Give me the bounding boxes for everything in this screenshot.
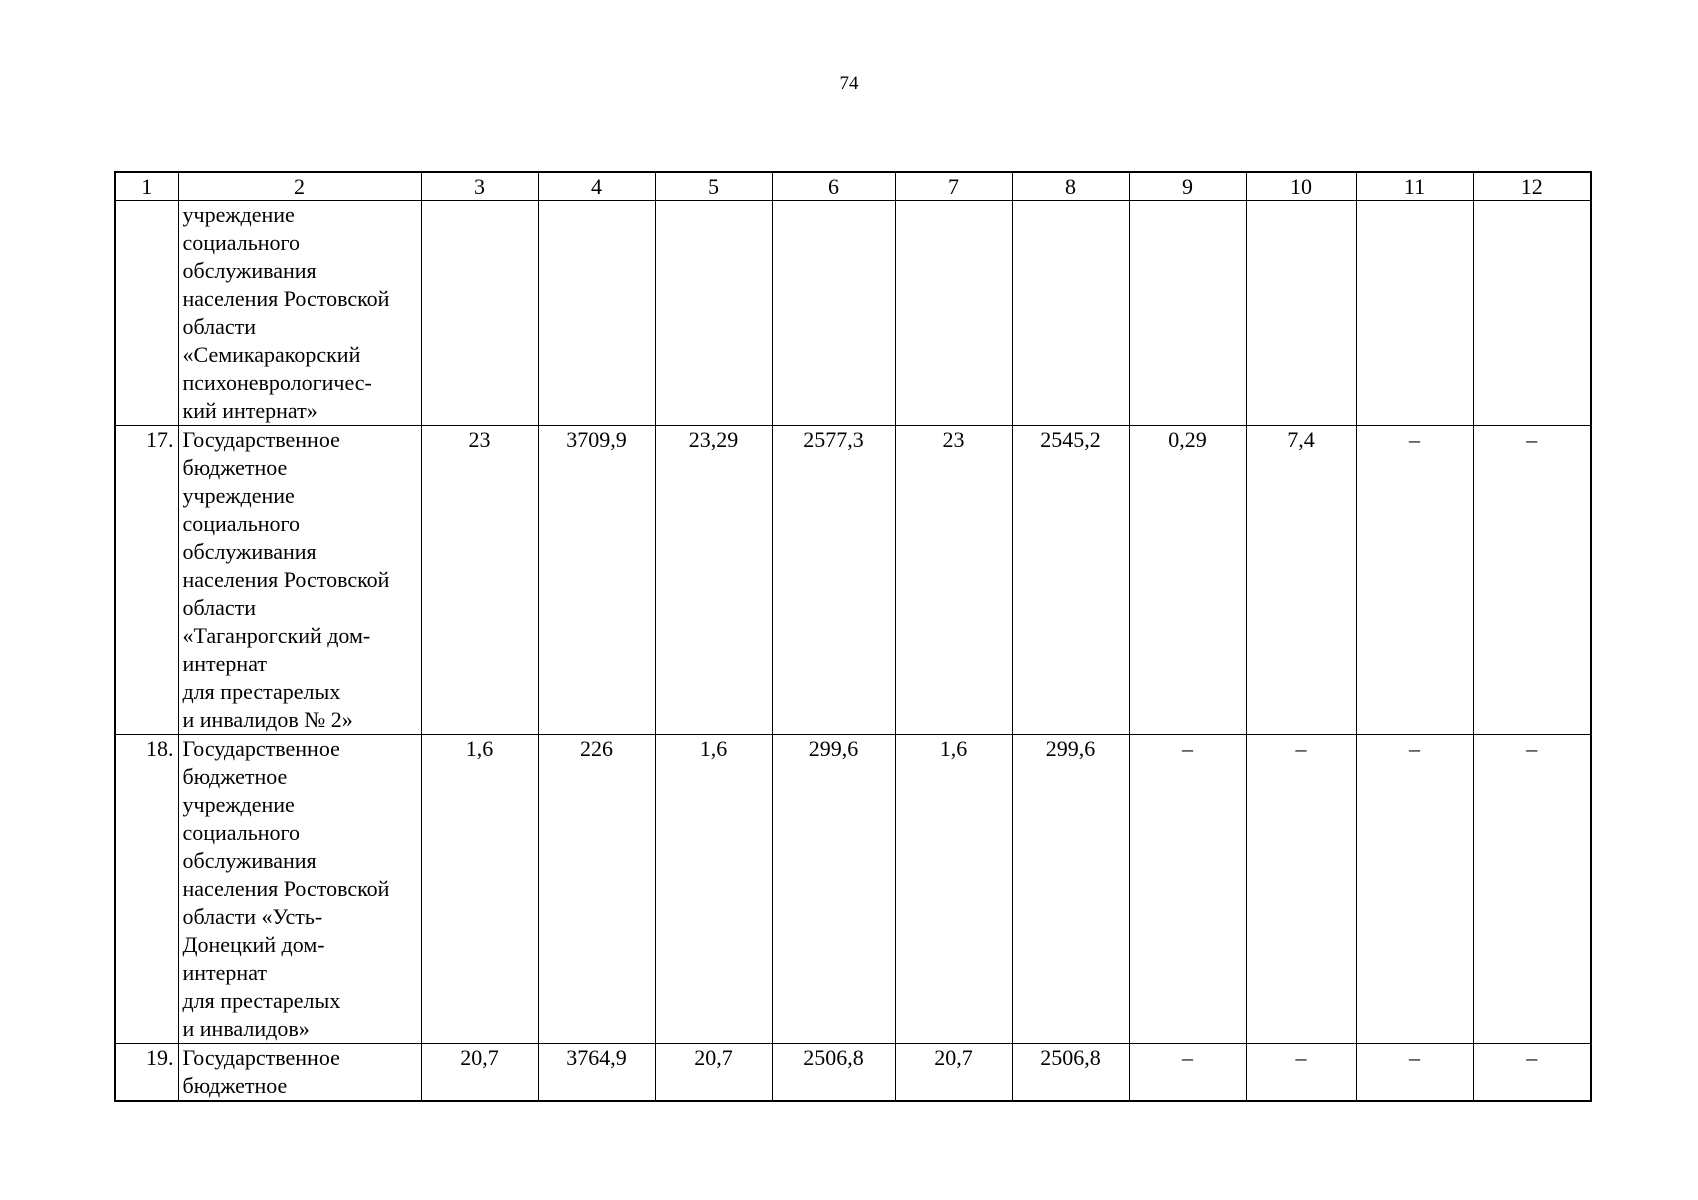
header-cell-6: 6 bbox=[772, 172, 895, 201]
institution-name-line: социального bbox=[182, 820, 301, 845]
row-index-cell: 19. bbox=[115, 1044, 178, 1102]
value-cell-col-9: 0,29 bbox=[1129, 426, 1246, 735]
value-cell-col-6: 2577,3 bbox=[772, 426, 895, 735]
header-row bbox=[115, 172, 1591, 201]
value-cell-col-10: – bbox=[1246, 1044, 1356, 1102]
institution-name-line: и инвалидов» bbox=[182, 1016, 310, 1041]
institution-name-line: бюджетное bbox=[182, 455, 288, 480]
institution-name-line: области bbox=[182, 314, 257, 339]
value-cell-col-4 bbox=[538, 201, 655, 426]
header-cell-11: 11 bbox=[1356, 172, 1473, 201]
table-row bbox=[115, 1044, 1591, 1102]
data-table bbox=[114, 171, 1592, 1102]
value-cell-col-3: 1,6 bbox=[421, 735, 538, 1044]
value-cell-col-11: – bbox=[1356, 1044, 1473, 1102]
institution-name-line: учреждение bbox=[182, 483, 295, 508]
institution-name-cell bbox=[178, 1044, 421, 1102]
institution-name-line: населения Ростовской bbox=[182, 286, 390, 311]
value-cell-col-12 bbox=[1473, 201, 1591, 426]
value-cell-col-12: – bbox=[1473, 735, 1591, 1044]
institution-name-line: Государственное bbox=[182, 427, 340, 452]
institution-name-line: социального bbox=[182, 230, 301, 255]
header-cell-12: 12 bbox=[1473, 172, 1591, 201]
value-cell-col-10: 7,4 bbox=[1246, 426, 1356, 735]
header-cell-10: 10 bbox=[1246, 172, 1356, 201]
institution-name-line: и инвалидов № 2» bbox=[182, 707, 353, 732]
institution-name-line: области «Усть- bbox=[182, 904, 323, 929]
table-row bbox=[115, 735, 1591, 1044]
value-cell-col-8 bbox=[1012, 201, 1129, 426]
value-cell-col-5: 23,29 bbox=[655, 426, 772, 735]
institution-name-line: интернат bbox=[182, 651, 268, 676]
value-cell-col-5: 20,7 bbox=[655, 1044, 772, 1102]
value-cell-col-4: 3764,9 bbox=[538, 1044, 655, 1102]
table-row bbox=[115, 201, 1591, 426]
institution-name-line: для престарелых bbox=[182, 679, 341, 704]
institution-name-line: Государственное bbox=[182, 736, 340, 761]
value-cell-col-11: – bbox=[1356, 735, 1473, 1044]
value-cell-col-6: 299,6 bbox=[772, 735, 895, 1044]
header-cell-2: 2 bbox=[178, 172, 421, 201]
institution-name-line: учреждение bbox=[182, 792, 295, 817]
header-cell-9: 9 bbox=[1129, 172, 1246, 201]
institution-name-line: бюджетное bbox=[182, 1073, 288, 1098]
institution-name-line: населения Ростовской bbox=[182, 567, 390, 592]
row-index-cell: 17. bbox=[115, 426, 178, 735]
row-index-cell: 18. bbox=[115, 735, 178, 1044]
header-cell-4: 4 bbox=[538, 172, 655, 201]
header-cell-1: 1 bbox=[115, 172, 178, 201]
value-cell-col-6: 2506,8 bbox=[772, 1044, 895, 1102]
institution-name-line: «Семикаракорский bbox=[182, 342, 361, 367]
value-cell-col-5 bbox=[655, 201, 772, 426]
value-cell-col-7: 20,7 bbox=[895, 1044, 1012, 1102]
value-cell-col-11 bbox=[1356, 201, 1473, 426]
institution-name-line: обслуживания bbox=[182, 848, 317, 873]
row-index-cell bbox=[115, 201, 178, 426]
institution-name-line: интернат bbox=[182, 960, 268, 985]
value-cell-col-7: 1,6 bbox=[895, 735, 1012, 1044]
value-cell-col-9: – bbox=[1129, 735, 1246, 1044]
value-cell-col-9 bbox=[1129, 201, 1246, 426]
institution-name-line: Донецкий дом- bbox=[182, 932, 325, 957]
institution-name-line: социального bbox=[182, 511, 301, 536]
value-cell-col-4: 226 bbox=[538, 735, 655, 1044]
institution-name-line: учреждение bbox=[182, 202, 295, 227]
page-number: 74 bbox=[839, 73, 859, 94]
value-cell-col-4: 3709,9 bbox=[538, 426, 655, 735]
institution-name-line: области bbox=[182, 595, 257, 620]
table-row bbox=[115, 426, 1591, 735]
header-cell-3: 3 bbox=[421, 172, 538, 201]
institution-name-cell bbox=[178, 201, 421, 426]
institution-name-line: Государственное bbox=[182, 1045, 340, 1070]
value-cell-col-3 bbox=[421, 201, 538, 426]
value-cell-col-3: 20,7 bbox=[421, 1044, 538, 1102]
institution-name-line: населения Ростовской bbox=[182, 876, 390, 901]
value-cell-col-10: – bbox=[1246, 735, 1356, 1044]
value-cell-col-7 bbox=[895, 201, 1012, 426]
value-cell-col-8: 2506,8 bbox=[1012, 1044, 1129, 1102]
header-cell-7: 7 bbox=[895, 172, 1012, 201]
value-cell-col-9: – bbox=[1129, 1044, 1246, 1102]
value-cell-col-7: 23 bbox=[895, 426, 1012, 735]
value-cell-col-8: 299,6 bbox=[1012, 735, 1129, 1044]
institution-name-cell bbox=[178, 735, 421, 1044]
value-cell-col-6 bbox=[772, 201, 895, 426]
institution-name-line: для престарелых bbox=[182, 988, 341, 1013]
value-cell-col-8: 2545,2 bbox=[1012, 426, 1129, 735]
institution-name-line: психоневрологичес- bbox=[182, 370, 372, 395]
institution-name-line: кий интернат» bbox=[182, 398, 318, 423]
value-cell-col-5: 1,6 bbox=[655, 735, 772, 1044]
value-cell-col-10 bbox=[1246, 201, 1356, 426]
institution-name-cell bbox=[178, 426, 421, 735]
institution-name-line: «Таганрогский дом- bbox=[182, 623, 371, 648]
value-cell-col-3: 23 bbox=[421, 426, 538, 735]
institution-name-line: бюджетное bbox=[182, 764, 288, 789]
header-cell-5: 5 bbox=[655, 172, 772, 201]
institution-name-line: обслуживания bbox=[182, 539, 317, 564]
header-cell-8: 8 bbox=[1012, 172, 1129, 201]
institution-name-line: обслуживания bbox=[182, 258, 317, 283]
value-cell-col-12: – bbox=[1473, 1044, 1591, 1102]
value-cell-col-12: – bbox=[1473, 426, 1591, 735]
value-cell-col-11: – bbox=[1356, 426, 1473, 735]
